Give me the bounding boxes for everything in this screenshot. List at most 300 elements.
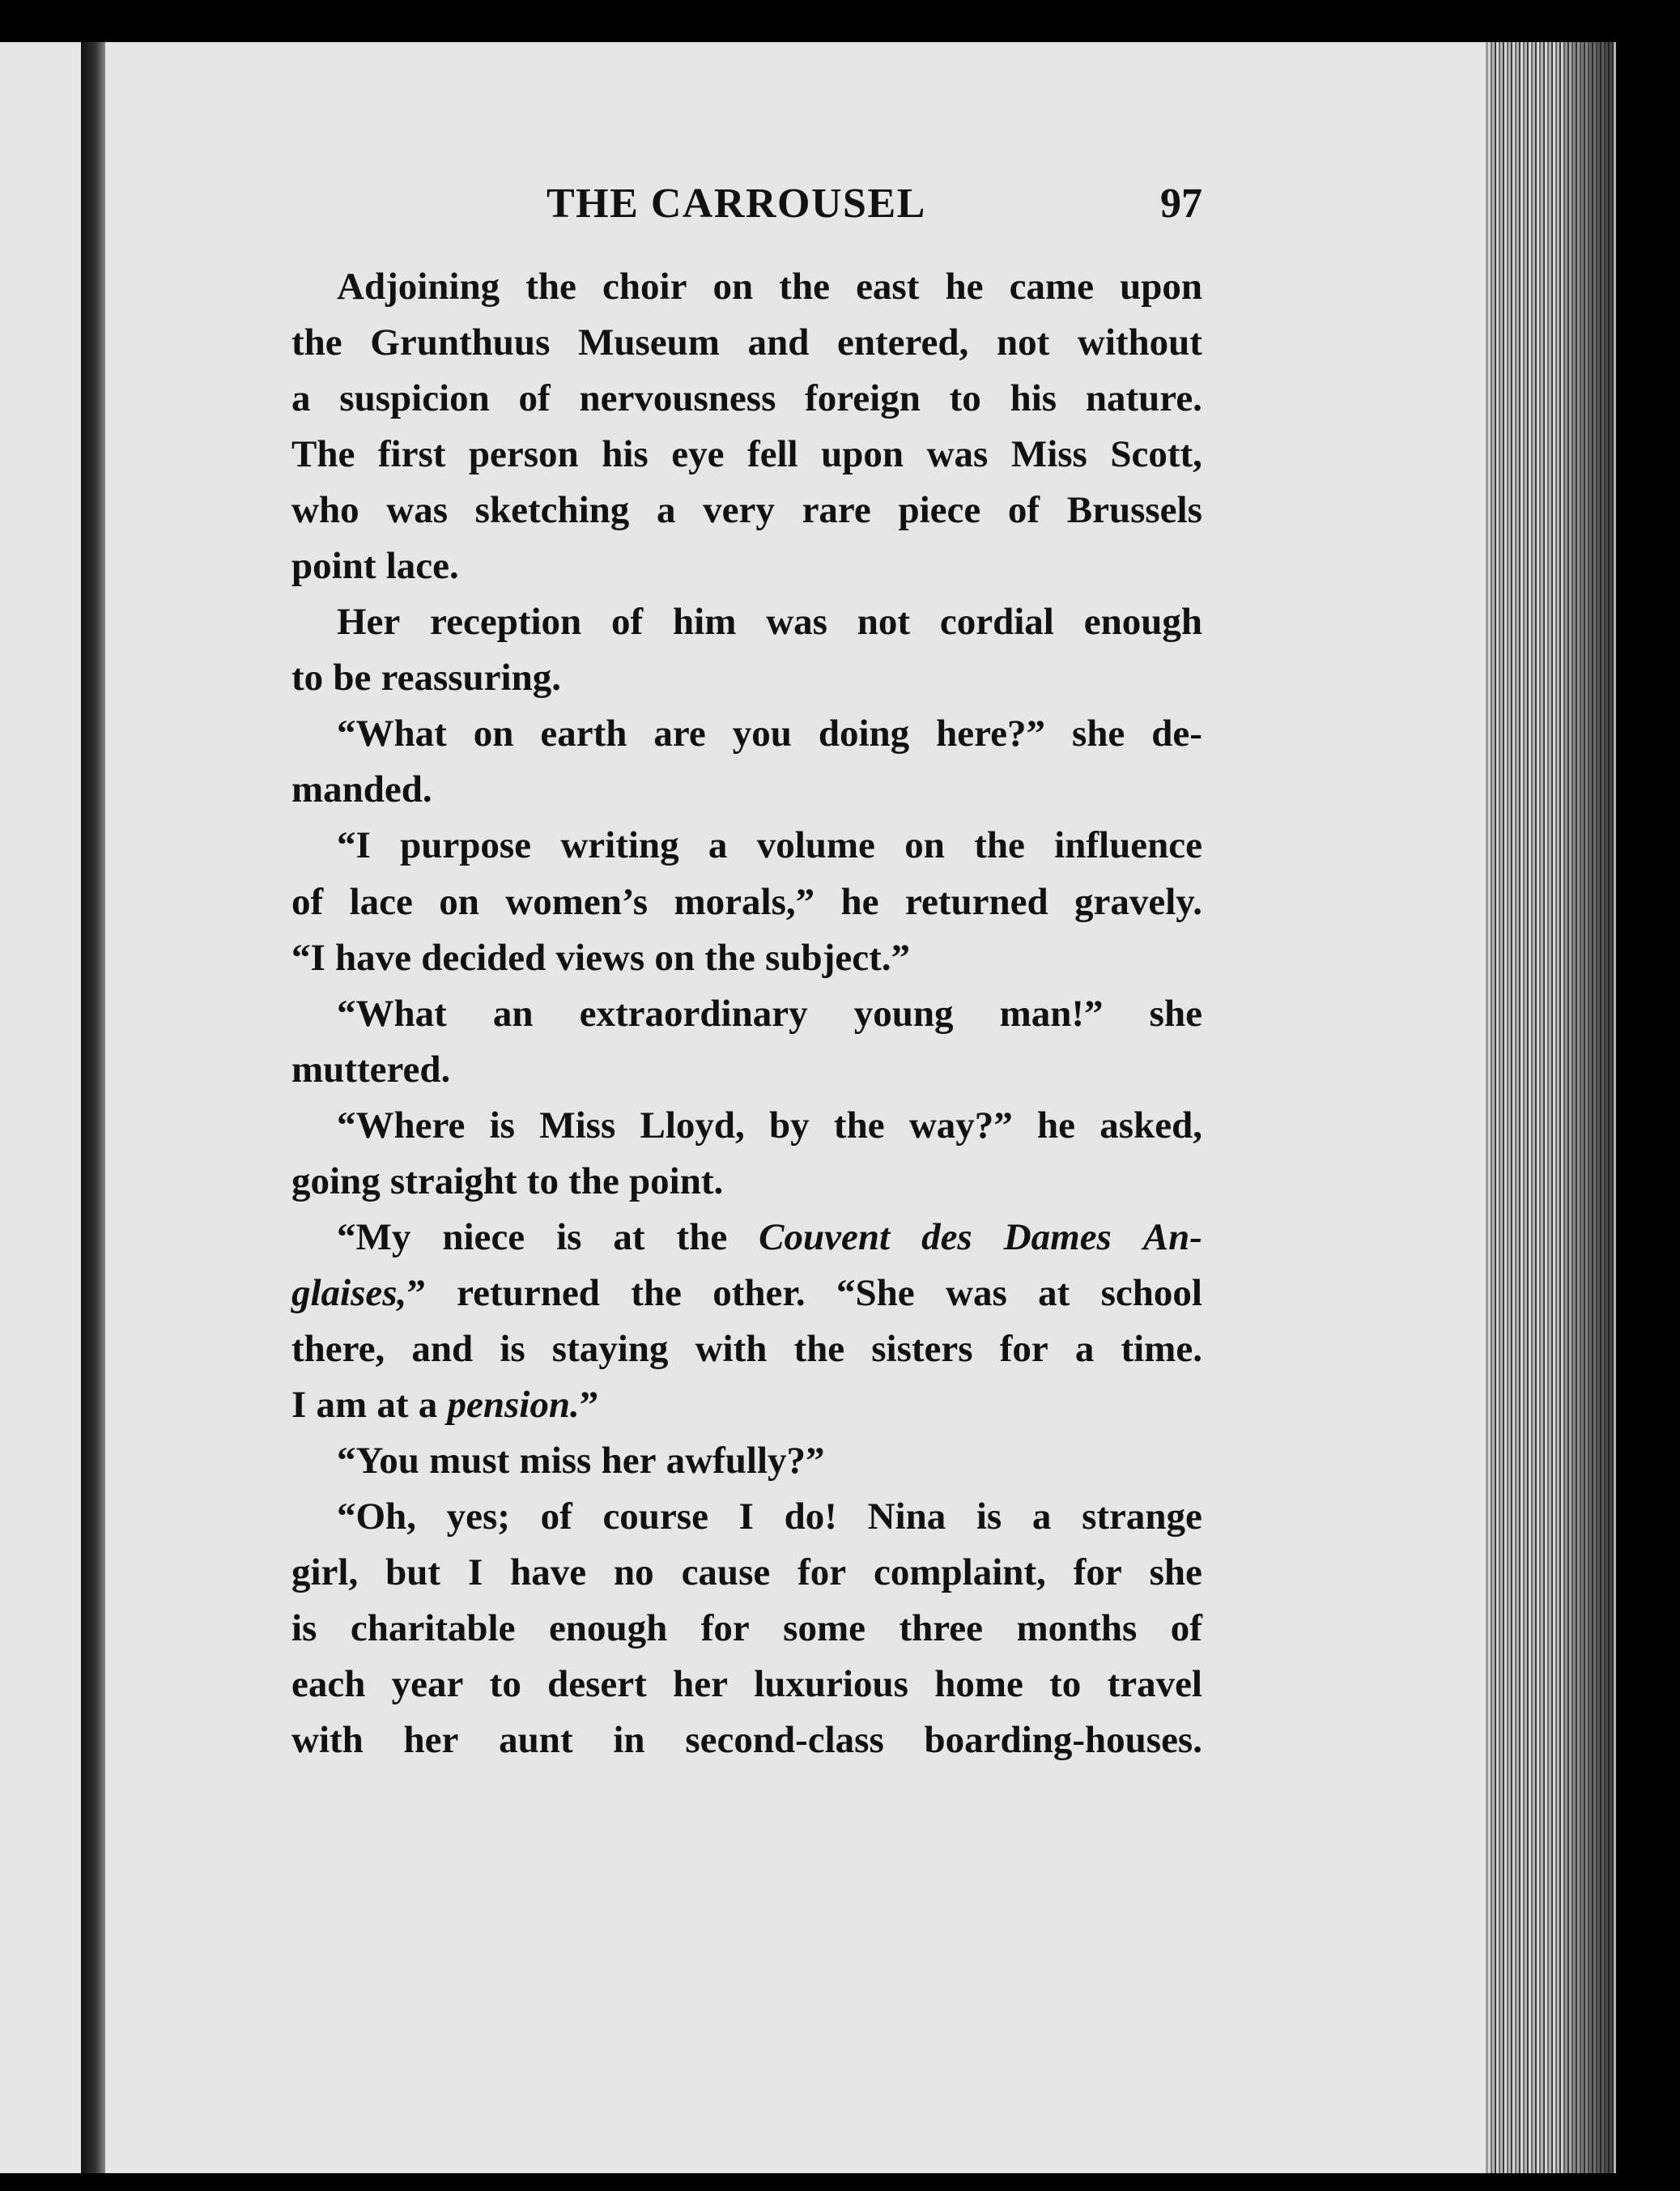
word-part: volume	[756, 824, 875, 867]
word-part: second-class	[685, 1719, 884, 1762]
word-part: was	[926, 433, 989, 476]
word	[291, 1545, 358, 1601]
word	[1074, 1545, 1122, 1601]
word-part: a	[418, 1383, 438, 1426]
word-part: she	[1071, 713, 1125, 755]
word	[335, 930, 411, 986]
word-part: the	[291, 321, 342, 364]
word	[671, 427, 724, 483]
text-line	[291, 1489, 1202, 1545]
word	[713, 259, 754, 315]
word-part: point	[291, 545, 376, 588]
word-part: doing	[818, 713, 910, 755]
word-part: “She	[836, 1271, 915, 1314]
word-part: each	[291, 1663, 366, 1706]
word-part: of	[1170, 1607, 1202, 1650]
word-part: Grunthuus	[370, 321, 551, 364]
word-part: decided	[421, 936, 547, 979]
word	[819, 706, 909, 762]
word	[337, 1433, 419, 1489]
word-part: boarding-houses.	[924, 1719, 1202, 1762]
word	[613, 1210, 644, 1266]
word-part: have	[335, 936, 412, 979]
word	[905, 874, 1048, 930]
word-part: without	[1077, 321, 1202, 364]
word	[1000, 1321, 1048, 1377]
word	[339, 371, 489, 427]
word	[868, 1489, 946, 1545]
word	[805, 371, 921, 427]
word-part: luxurious	[754, 1663, 908, 1706]
word-part: views	[555, 936, 645, 979]
word-part: morals,”	[674, 880, 815, 923]
word	[439, 874, 479, 930]
word	[291, 1266, 426, 1321]
word	[510, 1545, 586, 1601]
word	[390, 1154, 517, 1210]
word	[447, 1377, 598, 1433]
word-part: fell	[746, 433, 798, 476]
word	[419, 1377, 438, 1433]
word	[940, 594, 1054, 650]
word	[925, 1712, 1202, 1768]
word	[1150, 986, 1202, 1042]
word-part: on	[439, 880, 479, 923]
word	[874, 1545, 1046, 1601]
word	[1084, 594, 1202, 650]
word	[1000, 986, 1104, 1042]
word-part: very	[703, 489, 775, 532]
word-part: came	[1009, 266, 1094, 308]
word	[1075, 1321, 1095, 1377]
word	[493, 986, 534, 1042]
word	[946, 1266, 1007, 1321]
word	[673, 594, 736, 650]
word-part: nervousness	[579, 377, 776, 420]
word	[337, 706, 447, 762]
word-part: complaint,	[874, 1551, 1046, 1594]
word	[291, 315, 342, 371]
word	[580, 986, 808, 1042]
word	[500, 1321, 525, 1377]
word	[673, 1657, 728, 1712]
text-line	[291, 1098, 1202, 1154]
text-line	[291, 427, 1202, 483]
word-part: other.	[712, 1271, 806, 1314]
word	[505, 874, 648, 930]
word	[291, 930, 325, 986]
word	[291, 762, 432, 818]
word	[739, 1489, 754, 1545]
word-part: the	[779, 266, 830, 308]
word	[674, 874, 815, 930]
word-part: the	[833, 1104, 885, 1147]
word-part: entered,	[837, 321, 969, 364]
word	[921, 1210, 972, 1266]
word-part: I	[467, 1551, 483, 1594]
word-part: foreign	[805, 377, 921, 420]
word-part: the	[525, 266, 576, 308]
word	[552, 1321, 669, 1377]
text-line	[291, 1433, 1202, 1489]
word-part: nature.	[1085, 377, 1202, 420]
word-part: with	[291, 1719, 364, 1762]
word	[291, 650, 323, 706]
word-part: lace	[349, 880, 413, 923]
word	[291, 1657, 365, 1712]
text-line	[291, 874, 1202, 930]
word-part: lace.	[385, 545, 459, 588]
word	[1150, 1545, 1202, 1601]
word	[333, 650, 371, 706]
word-part: she	[1149, 992, 1202, 1035]
word	[490, 1657, 521, 1712]
word	[701, 1601, 750, 1657]
word	[404, 1712, 459, 1768]
word-part: Adjoining	[337, 266, 500, 308]
word	[447, 1489, 510, 1545]
word-part: ”	[406, 1271, 426, 1314]
word-part: an	[492, 992, 534, 1035]
word	[695, 1321, 768, 1377]
word-part: his	[602, 433, 649, 476]
word	[857, 594, 910, 650]
word	[703, 483, 775, 538]
word	[602, 427, 649, 483]
word	[386, 538, 459, 594]
word-part: who	[291, 489, 359, 532]
word	[614, 1545, 654, 1601]
word-part: he	[1037, 1104, 1076, 1147]
word	[704, 930, 755, 986]
word	[1120, 259, 1202, 315]
word	[1171, 1601, 1202, 1657]
italic-word: glaises,	[291, 1271, 407, 1314]
word-part: a	[1031, 1495, 1052, 1538]
word-part: the	[631, 1271, 682, 1314]
running-head	[291, 180, 1202, 236]
word-part: ”	[579, 1383, 599, 1426]
word	[337, 1210, 410, 1266]
word-part: I	[738, 1495, 754, 1538]
word	[429, 1433, 509, 1489]
word	[291, 427, 355, 483]
word-part: “What	[337, 992, 447, 1035]
word	[836, 1266, 915, 1321]
word-part: Her	[337, 601, 401, 644]
word-part: in	[613, 1719, 645, 1762]
word-part: enough	[1083, 601, 1202, 644]
word-part: “You	[337, 1439, 419, 1482]
word-part: “Oh,	[337, 1495, 416, 1538]
word-part: she	[1149, 1551, 1202, 1594]
word	[392, 1657, 464, 1712]
word	[945, 259, 983, 315]
word	[291, 874, 323, 930]
word	[854, 986, 954, 1042]
text-line	[291, 483, 1202, 538]
word	[474, 706, 514, 762]
word	[549, 1601, 667, 1657]
word-part: staying	[551, 1327, 669, 1370]
word-part: manded.	[291, 768, 432, 811]
word	[337, 818, 371, 874]
word	[759, 1210, 890, 1266]
word-part: cordial	[939, 601, 1054, 644]
word	[1032, 1489, 1052, 1545]
word	[337, 594, 400, 650]
word-part: Lloyd,	[640, 1104, 745, 1147]
word-part: is	[291, 1607, 317, 1650]
word-part: a	[291, 377, 311, 420]
italic-word: pension.	[447, 1383, 580, 1426]
word	[629, 1154, 723, 1210]
word-part: have	[510, 1551, 587, 1594]
word	[1151, 706, 1202, 762]
word-part: writing	[560, 824, 679, 867]
word	[291, 1042, 450, 1098]
word-part: influence	[1054, 824, 1202, 867]
word	[856, 259, 919, 315]
word-part: enough	[548, 1607, 668, 1650]
word-part: I	[291, 1383, 307, 1426]
word	[997, 315, 1049, 371]
word	[654, 930, 695, 986]
text-line	[291, 1042, 1202, 1098]
word	[783, 1601, 866, 1657]
word	[909, 1098, 1013, 1154]
word-part: purpose	[400, 824, 532, 867]
word	[754, 1657, 908, 1712]
word	[351, 1601, 516, 1657]
word	[1099, 1098, 1202, 1154]
word	[898, 483, 980, 538]
word-part: sisters	[871, 1327, 973, 1370]
word	[1016, 1601, 1137, 1657]
word	[1143, 1210, 1202, 1266]
word-part: on	[654, 936, 695, 979]
word-part: on	[904, 824, 945, 867]
word	[337, 1098, 465, 1154]
word-part: on	[712, 266, 754, 308]
word-part: charitable	[350, 1607, 516, 1650]
text-line	[291, 259, 1202, 315]
word-part: “What	[337, 713, 447, 755]
word	[1004, 1210, 1112, 1266]
word-part: choir	[602, 266, 687, 308]
word-part: am	[316, 1383, 368, 1426]
word-part: returned	[904, 880, 1048, 923]
word-part: and	[411, 1327, 474, 1370]
word-part: Nina	[867, 1495, 946, 1538]
word	[337, 259, 500, 315]
word	[1008, 483, 1040, 538]
word-part: here?”	[936, 713, 1045, 755]
word-part: niece	[442, 1215, 525, 1258]
word	[520, 1433, 592, 1489]
word-part: is	[489, 1104, 515, 1147]
word-part: you	[732, 713, 792, 755]
word	[1108, 1657, 1202, 1712]
word-part: was	[386, 489, 448, 532]
word	[337, 1489, 416, 1545]
word-part: awfully?”	[666, 1439, 825, 1482]
word-part: be	[333, 657, 372, 700]
word-part: was	[946, 1271, 1007, 1314]
word	[712, 1266, 805, 1321]
word-part: “Where	[337, 1104, 466, 1147]
word	[1049, 1657, 1081, 1712]
word-part: Brussels	[1066, 489, 1202, 532]
word-part: cause	[681, 1551, 771, 1594]
word	[539, 1098, 615, 1154]
word-part: for	[797, 1551, 847, 1594]
book-gutter	[81, 42, 105, 2173]
word-part: his	[1010, 377, 1057, 420]
word	[568, 1154, 619, 1210]
word-part: east	[856, 266, 920, 308]
word-part: miss	[519, 1439, 592, 1482]
word	[579, 371, 776, 427]
word-part: girl,	[291, 1551, 359, 1594]
word	[1054, 818, 1202, 874]
word-part: but	[385, 1551, 441, 1594]
text-line	[291, 1601, 1202, 1657]
italic-word: Couvent	[759, 1215, 891, 1258]
word	[871, 1321, 972, 1377]
word-part: going	[291, 1159, 381, 1202]
text-line	[291, 594, 1202, 650]
word-part: was	[766, 601, 827, 644]
word-part: “I	[337, 824, 371, 867]
word	[785, 1489, 837, 1545]
word	[376, 1377, 408, 1433]
word-part: the	[704, 936, 755, 979]
word	[556, 1210, 581, 1266]
word-part: course	[602, 1495, 708, 1538]
word	[499, 1712, 572, 1768]
word-part: is	[556, 1215, 582, 1258]
word-part: earth	[540, 713, 627, 755]
word	[1011, 427, 1087, 483]
word	[757, 818, 875, 874]
word	[927, 427, 989, 483]
word-part: Miss	[539, 1104, 616, 1147]
word	[547, 1657, 647, 1712]
word	[1082, 1489, 1202, 1545]
word	[469, 427, 579, 483]
word	[653, 706, 705, 762]
word-part: rare	[802, 489, 871, 532]
word-part: some	[783, 1607, 866, 1650]
word-part: are	[653, 713, 706, 755]
text-line	[291, 930, 1202, 986]
word-part: a	[708, 824, 728, 867]
word-part: Museum	[578, 321, 720, 364]
fore-edge-shadow	[1563, 42, 1614, 2173]
text-line	[291, 538, 1202, 594]
word	[527, 1154, 559, 1210]
word	[602, 1433, 657, 1489]
word-part: young	[853, 992, 954, 1035]
word-part: to	[949, 377, 981, 420]
word	[748, 315, 810, 371]
word-part: the	[793, 1327, 845, 1370]
word	[317, 1377, 368, 1433]
word-part: strange	[1082, 1495, 1202, 1538]
word	[611, 594, 643, 650]
word	[1072, 706, 1125, 762]
word-part: returned	[457, 1271, 600, 1314]
word-part: man!”	[999, 992, 1104, 1035]
word	[837, 315, 968, 371]
word-part: three	[899, 1607, 983, 1650]
word	[1010, 371, 1057, 427]
word	[370, 315, 550, 371]
word	[1074, 874, 1202, 930]
word-part: her	[673, 1663, 728, 1706]
word-part: to	[526, 1159, 559, 1202]
word-part: of	[291, 880, 324, 923]
word	[475, 483, 630, 538]
text-line	[291, 371, 1202, 427]
word-part: of	[611, 601, 644, 644]
text-line	[291, 1266, 1202, 1321]
word-part: person	[468, 433, 579, 476]
word-part: to	[489, 1663, 521, 1706]
text-line	[291, 1210, 1202, 1266]
word-part: he	[945, 266, 984, 308]
word-part: year	[391, 1663, 464, 1706]
word-part: reassuring.	[381, 657, 561, 700]
word	[291, 1601, 317, 1657]
word-part: travel	[1107, 1663, 1202, 1706]
word-part: point.	[629, 1159, 724, 1202]
word	[685, 1712, 883, 1768]
word-part: muttered.	[291, 1048, 451, 1091]
word-part: him	[673, 601, 737, 644]
word	[904, 818, 945, 874]
word	[442, 1210, 525, 1266]
word-part: must	[429, 1439, 510, 1482]
word	[350, 874, 413, 930]
word	[677, 1210, 728, 1266]
text-line	[291, 1321, 1202, 1377]
word-part: there,	[291, 1327, 385, 1370]
text-line	[291, 986, 1202, 1042]
word-part: desert	[547, 1663, 647, 1706]
word	[682, 1545, 771, 1601]
adjacent-page-edge	[0, 42, 84, 2173]
word	[640, 1098, 744, 1154]
text-line	[291, 1154, 1202, 1210]
word-part: of	[518, 377, 551, 420]
word	[1038, 1266, 1070, 1321]
italic-word: An-	[1142, 1215, 1202, 1258]
word	[766, 594, 827, 650]
word-part: to	[1049, 1663, 1082, 1706]
word	[560, 818, 678, 874]
word-part: aunt	[499, 1719, 573, 1762]
word	[747, 427, 798, 483]
word-part: is	[500, 1327, 525, 1370]
word-part: on	[473, 713, 514, 755]
word	[578, 315, 720, 371]
word	[821, 427, 904, 483]
text-line	[291, 1657, 1202, 1712]
word	[291, 1154, 381, 1210]
word-part: home	[934, 1663, 1023, 1706]
